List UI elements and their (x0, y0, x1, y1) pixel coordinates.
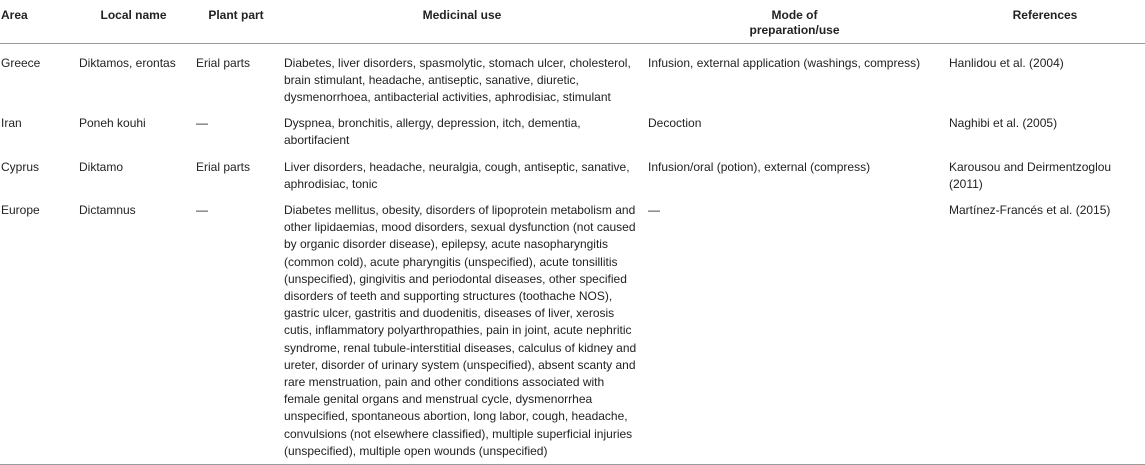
table-row (0, 150, 1145, 193)
cell-medicinal-use: Diabetes mellitus, obesity, disorders of lipoprotein metabolism and other lipidaemias, mood disorders, sexual dysfunction (not caused by organic disorder disease), epilepsy, acute nasopharyngitis (common cold), acute pharyngitis (unspecified), acute tonsillitis (unspecified), gingivitis and periodontal diseases, other specified disorders of teeth and supporting structures (toothache NOS), gastric ulcer, gastritis and duodenitis, diseases of liver, xerosis cutis, inflammatory polyarthropathies, pain in joint, acute nephritic syndrome, renal tubule-interstitial diseases, calculus of kidney and ureter, disorder of urinary system (unspecified), absent scanty and rare menstruation, pain and other conditions associated with female genital organs and menstrual cycle, dysmenorrhea unspecified, spontaneous abortion, long labor, cough, headache, convulsions (not elsewhere classified), multiple superficial injuries (unspecified), multiple open wounds (unspecified) (284, 202, 637, 458)
cell-local-name: Dictamnus (79, 202, 136, 217)
cell-reference: Hanlidou et al. (2004) (949, 55, 1064, 70)
cell-area: Greece (1, 55, 41, 70)
cell-plant-part: — (196, 202, 208, 217)
cell-local-name: Diktamo (79, 159, 124, 174)
cell-medicinal-use: Diabetes, liver disorders, spasmolytic, stomach ulcer, cholesterol, brain stimulant, headache, antiseptic, sanative, diuretic, dysmenorrhoea, antibacterial activities, aphrodisiac, stimulant (284, 55, 631, 104)
cell-plant-part: Erial parts (196, 159, 251, 174)
cell-mode: Infusion, external application (washings, compress) (648, 55, 921, 70)
header-mode-of-preparation (644, 0, 945, 43)
cell-local-name: Diktamos, erontas (79, 55, 176, 70)
header-mode-line1: Mode of (771, 8, 818, 22)
header-area: Area (0, 0, 75, 43)
cell-area: Iran (1, 116, 22, 131)
header-local-name: Local name (75, 0, 192, 43)
table-row (0, 193, 1145, 465)
cell-plant-part: — (196, 116, 208, 131)
cell-mode: Infusion/oral (potion), external (compress) (648, 159, 871, 174)
header-plant-part: Plant part (192, 0, 280, 43)
cell-mode: Decoction (648, 116, 702, 131)
header-mode-line2: preparation/use (749, 22, 840, 37)
table-header-row (0, 0, 1145, 43)
cell-area: Europe (1, 202, 40, 217)
table-row (0, 43, 1145, 106)
cell-medicinal-use: Dyspnea, bronchitis, allergy, depression, itch, dementia, abortifacient (284, 116, 581, 148)
cell-reference: Naghibi et al. (2005) (949, 116, 1058, 131)
header-references: References (945, 0, 1145, 43)
cell-medicinal-use: Liver disorders, headache, neuralgia, cough, antiseptic, sanative, aphrodisiac, tonic (284, 159, 630, 191)
cell-area: Cyprus (1, 159, 40, 174)
cell-plant-part: Erial parts (196, 55, 251, 70)
cell-reference: Martínez-Francés et al. (2015) (949, 202, 1111, 217)
header-medicinal-use: Medicinal use (280, 0, 644, 43)
cell-local-name: Poneh kouhi (79, 116, 146, 131)
cell-mode: — (648, 202, 660, 217)
cell-reference: Karousou and Deirmentzoglou (2011) (949, 159, 1112, 191)
table-row (0, 106, 1145, 149)
